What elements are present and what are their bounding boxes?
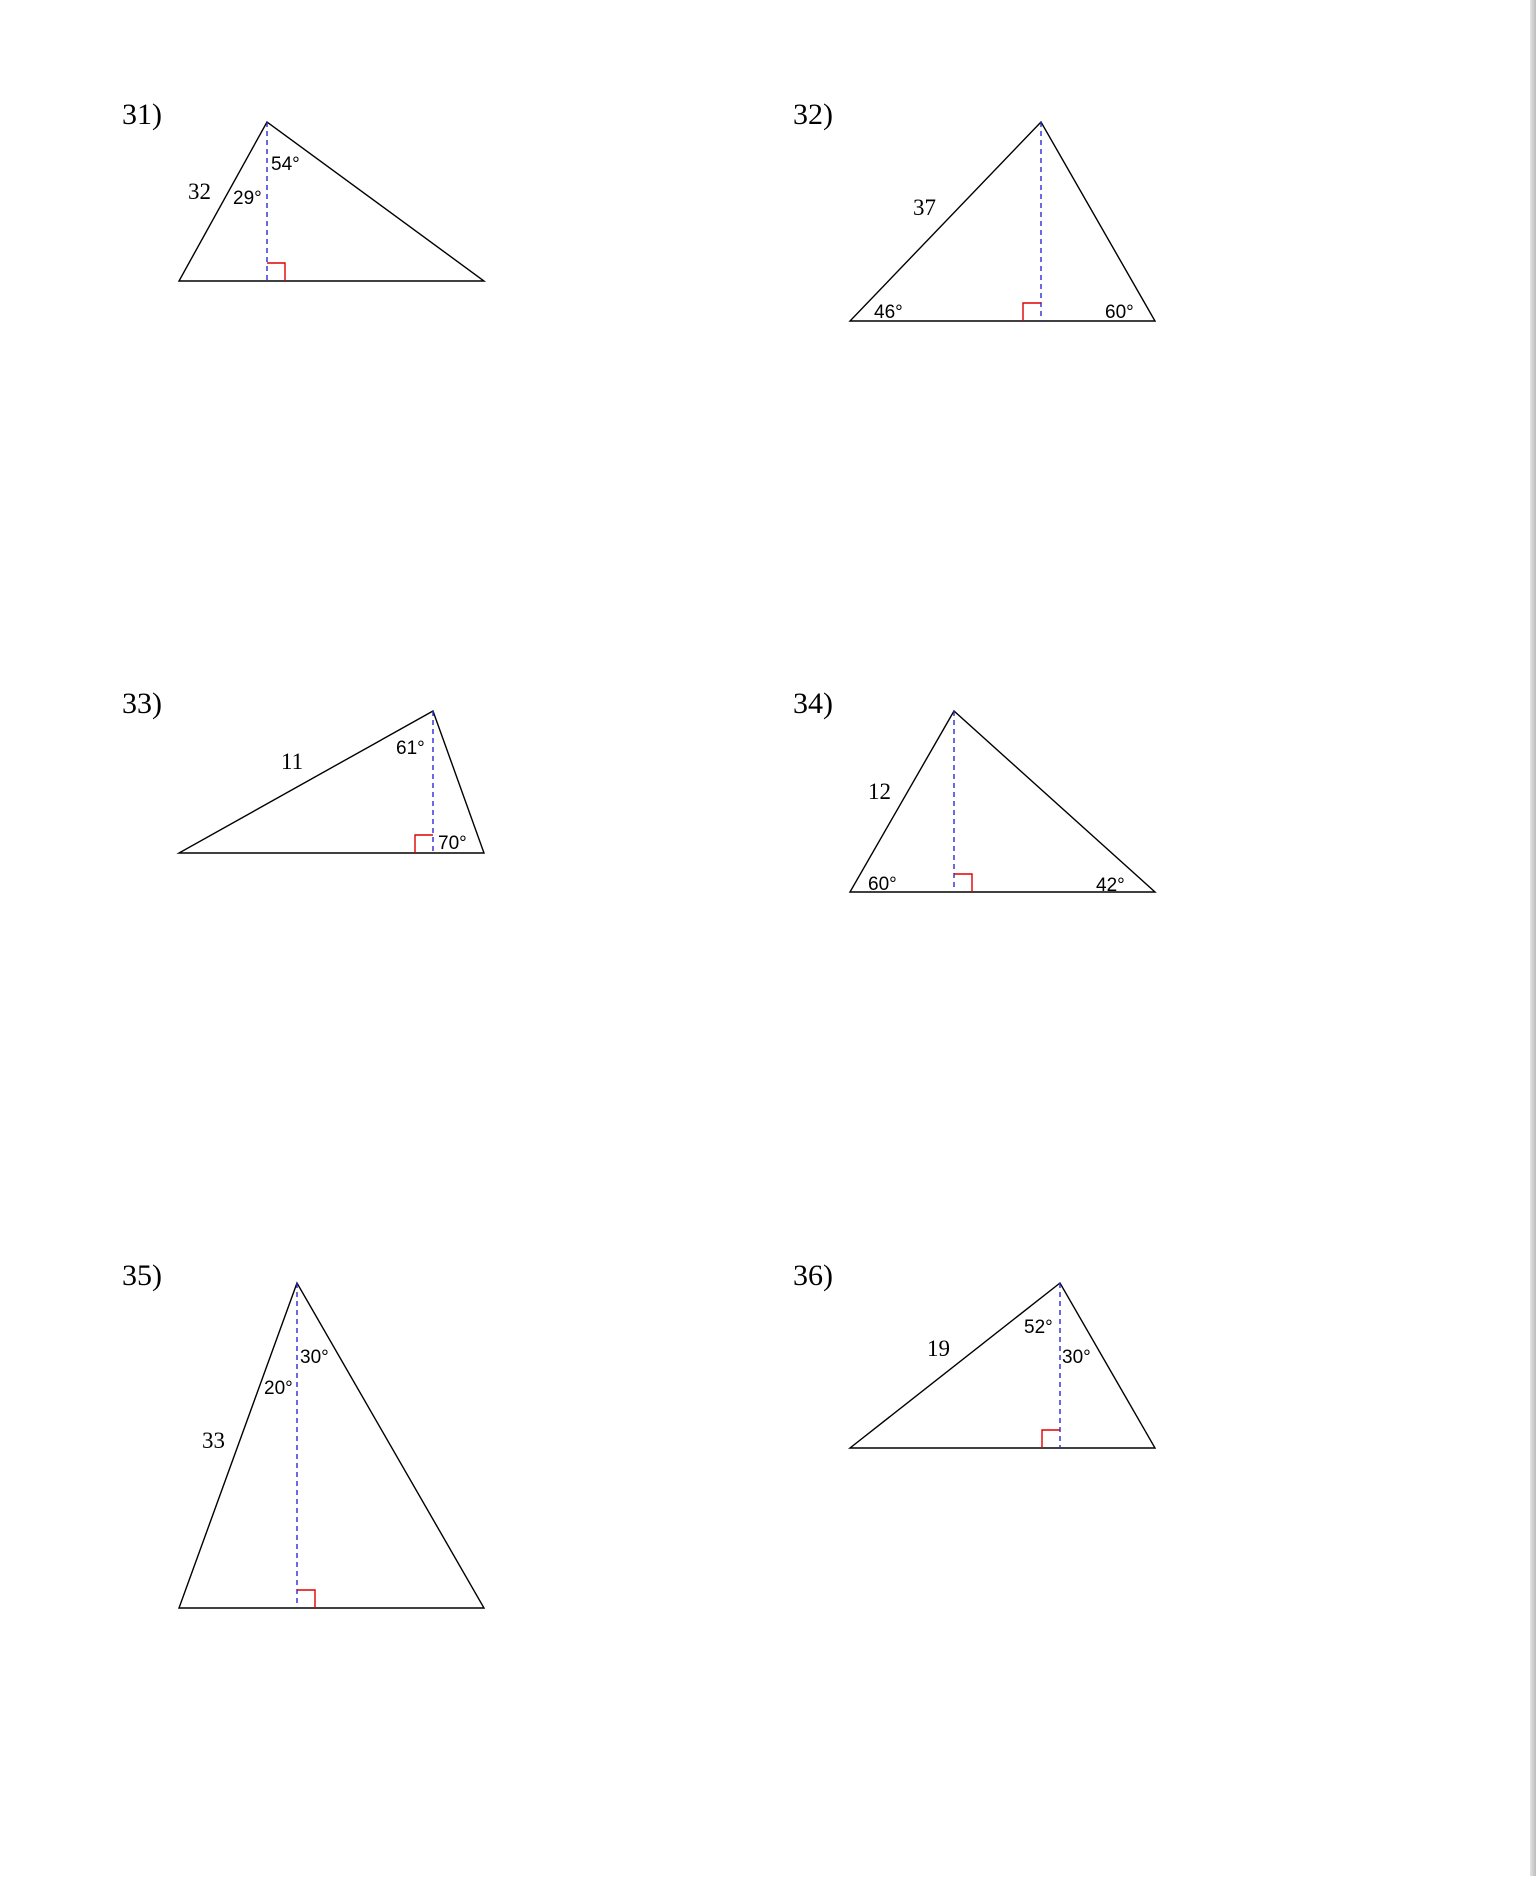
triangle	[179, 711, 484, 853]
problem-number: 35)	[122, 1259, 162, 1292]
angle-label: 60°	[1105, 302, 1134, 323]
angle-label: 52°	[1024, 1317, 1053, 1338]
problem-33	[122, 687, 484, 854]
right-angle-mark	[1042, 1430, 1060, 1448]
problem-number: 33)	[122, 687, 162, 720]
angle-label: 42°	[1096, 875, 1125, 896]
problem-number: 31)	[122, 98, 162, 131]
problem-36	[793, 1259, 1155, 1448]
angle-label: 20°	[264, 1378, 293, 1399]
right-angle-mark	[267, 263, 285, 281]
right-angle-mark	[415, 835, 433, 853]
side-length-label: 19	[927, 1336, 950, 1361]
right-angle-mark	[1023, 303, 1041, 321]
triangle	[850, 711, 1155, 892]
angle-label: 61°	[396, 738, 425, 759]
side-length-label: 37	[913, 195, 936, 220]
angle-label: 54°	[271, 154, 300, 175]
problem-number: 32)	[793, 98, 833, 131]
angle-label: 46°	[874, 302, 903, 323]
page-right-edge	[1530, 0, 1536, 1876]
angle-label: 30°	[300, 1347, 329, 1368]
right-angle-mark	[297, 1590, 315, 1608]
triangle	[850, 122, 1155, 321]
problem-35	[122, 1259, 484, 1608]
problem-31	[122, 98, 484, 281]
triangle	[850, 1283, 1155, 1448]
problem-number: 34)	[793, 687, 833, 720]
problem-34	[793, 687, 1155, 896]
side-length-label: 11	[281, 749, 304, 774]
side-length-label: 32	[188, 179, 211, 204]
angle-label: 70°	[438, 833, 467, 854]
problem-32	[793, 98, 1155, 323]
side-length-label: 12	[868, 779, 891, 804]
angle-label: 60°	[868, 874, 897, 895]
right-angle-mark	[954, 874, 972, 892]
side-length-label: 33	[202, 1428, 225, 1453]
angle-label: 29°	[233, 188, 262, 209]
triangle	[179, 122, 484, 281]
angle-label: 30°	[1062, 1347, 1091, 1368]
problem-number: 36)	[793, 1259, 833, 1292]
